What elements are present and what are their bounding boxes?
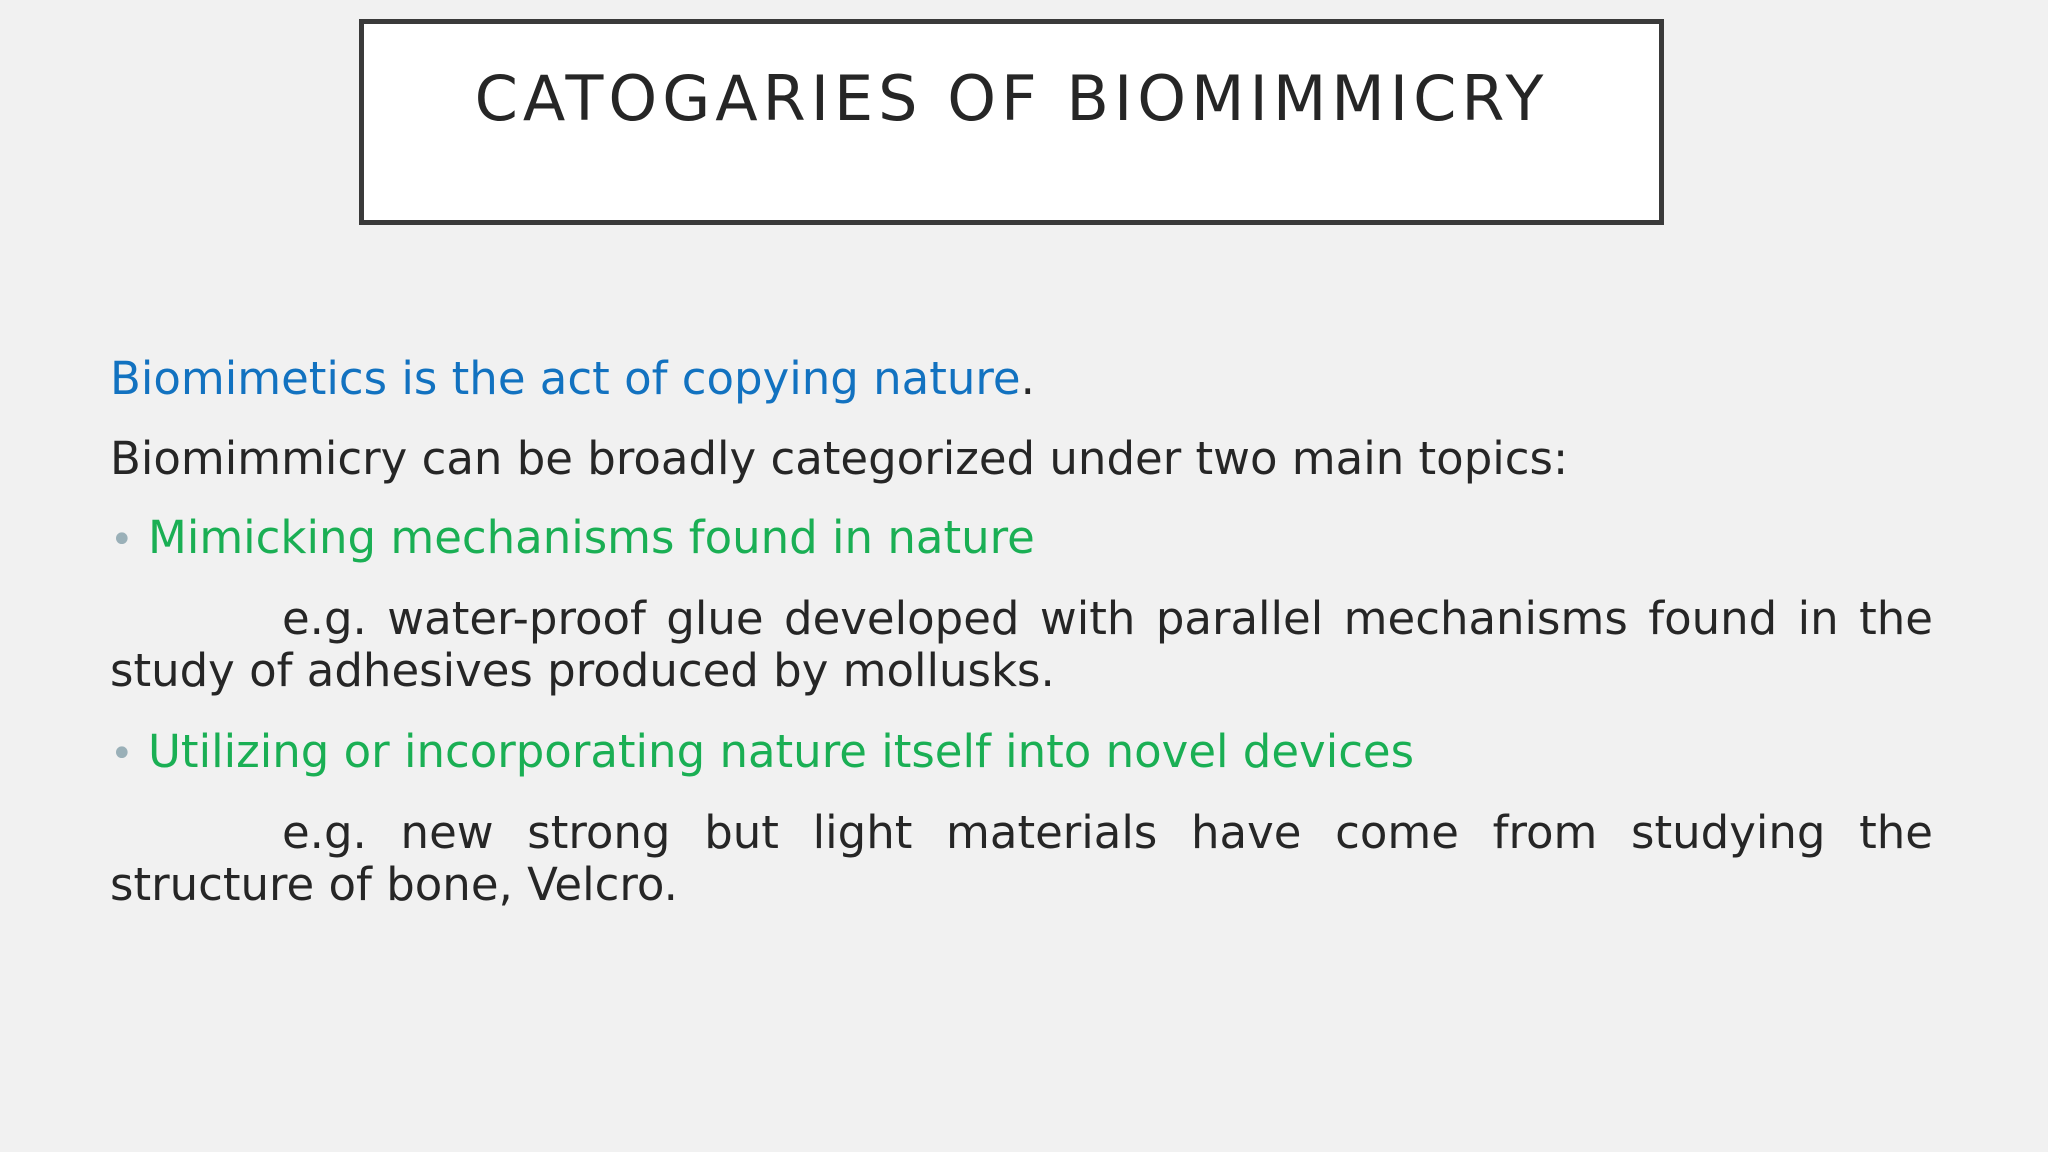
category-example-1-line-1-text: e.g. water-proof glue developed with parallel mechanisms found in the	[282, 591, 1933, 645]
bullet-icon: •	[110, 731, 134, 777]
intro-line-1	[110, 350, 1933, 409]
category-example-2	[110, 803, 1933, 917]
intro-line-2: Biomimmicry can be broadly categorized under two main topics:	[110, 431, 1569, 485]
bullet-icon: •	[110, 517, 134, 563]
category-example-1	[110, 589, 1933, 703]
title-box	[359, 19, 1664, 225]
category-heading-2-text: Utilizing or incorporating nature itself into novel devices	[148, 725, 1415, 778]
category-example-1-line-1	[110, 589, 1933, 650]
category-heading-1-text: Mimicking mechanisms found in nature	[148, 511, 1035, 564]
category-example-2-line-2: structure of bone, Velcro.	[110, 858, 678, 912]
category-example-2-line-1-text: e.g. new strong but light materials have come from studying the	[282, 805, 1933, 859]
intro-line-1-text: Biomimetics is the act of copying nature	[110, 352, 1021, 405]
category-heading-2	[110, 723, 1933, 782]
slide-title: CATOGARIES OF BIOMIMMICRY	[474, 62, 1549, 135]
intro-line-1-period: .	[1020, 352, 1035, 405]
category-example-1-line-2: study of adhesives produced by mollusks.	[110, 644, 1055, 698]
category-heading-1	[110, 509, 1933, 568]
slide-body	[110, 350, 1933, 916]
category-example-2-line-1	[110, 803, 1933, 864]
